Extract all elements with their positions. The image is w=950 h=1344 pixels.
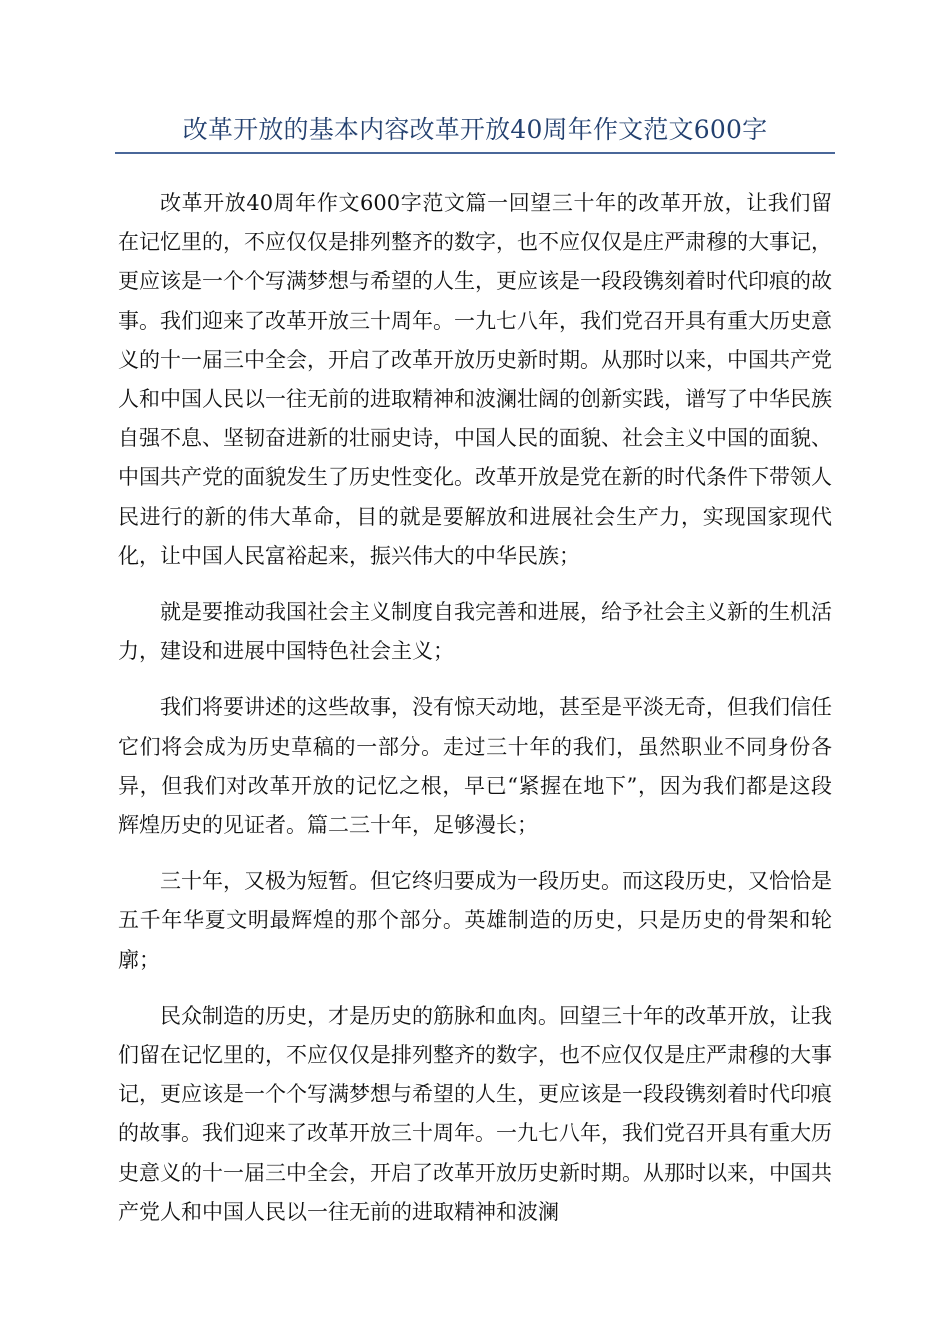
paragraph-4: 三十年，又极为短暂。但它终归要成为一段历史。而这段历史，又恰恰是五千年华夏文明最辉煌的那个部分。英雄制造的历史，只是历史的骨架和轮廓； — [118, 869, 832, 972]
page-title: 改革开放的基本内容改革开放40周年作文范文600字 — [182, 115, 768, 144]
document-body — [118, 184, 832, 1232]
paragraph-5: 民众制造的历史，才是历史的筋脉和血肉。回望三十年的改革开放，让我们留在记忆里的，不应仅仅是排列整齐的数字，也不应仅仅是庄严肃穆的大事记，更应该是一个个写满梦想与希望的人生，更应该是一段段镌刻着时代印痕的故事。我们迎来了改革开放三十周年。一九七八年，我们党召开具有重大历史意义的十一届三中全会，开启了改革开放历史新时期。从那时以来，中国共产党人和中国人民以一往无前的进取精神和波澜 — [118, 1003, 832, 1224]
paragraph-1: 改革开放40周年作文600字范文篇一回望三十年的改革开放，让我们留在记忆里的，不应仅仅是排列整齐的数字，也不应仅仅是庄严肃穆的大事记，更应该是一个个写满梦想与希望的人生，更应该是一段段镌刻着时代印痕的故事。我们迎来了改革开放三十周年。一九七八年，我们党召开具有重大历史意义的十一届三中全会，开启了改革开放历史新时期。从那时以来，中国共产党人和中国人民以一往无前的进取精神和波澜壮阔的创新实践，谱写了中华民族自强不息、坚韧奋进新的壮丽史诗，中国人民的面貌、社会主义中国的面貌、中国共产党的面貌发生了历史性变化。改革开放是党在新的时代条件下带领人民进行的新的伟大革命，目的就是要解放和进展社会生产力，实现国家现代化，让中国人民富裕起来，振兴伟大的中华民族； — [118, 191, 832, 568]
title-underline — [115, 152, 835, 154]
paragraph-2: 就是要推动我国社会主义制度自我完善和进展，给予社会主义新的生机活力，建设和进展中国特色社会主义； — [118, 600, 832, 664]
paragraph-3: 我们将要讲述的这些故事，没有惊天动地，甚至是平淡无奇，但我们信任它们将会成为历史草稿的一部分。走过三十年的我们，虽然职业不同身份各异，但我们对改革开放的记忆之根，早已“紧握在地下”，因为我们都是这段辉煌历史的见证者。篇二三十年，足够漫长； — [118, 695, 832, 838]
title-block — [115, 112, 835, 154]
